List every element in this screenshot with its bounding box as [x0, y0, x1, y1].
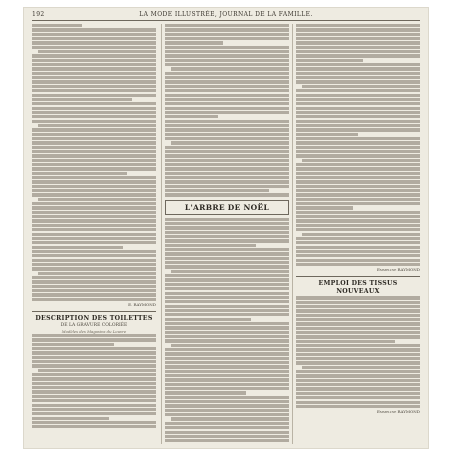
text-line: [296, 63, 420, 66]
section-subtitle: DE LA GRAVURE COLORIÉE: [60, 323, 128, 328]
text-line: [296, 340, 395, 343]
text-line: [296, 241, 420, 244]
text-line: [296, 296, 420, 299]
text-line: [296, 137, 420, 140]
text-line: [38, 198, 156, 201]
text-line: [296, 335, 420, 338]
text-line: [165, 167, 289, 170]
text-line: [165, 265, 289, 268]
text-line: [296, 370, 420, 373]
text-line: [165, 400, 289, 403]
text-line: [165, 24, 289, 27]
text-line: [32, 259, 156, 262]
text-line: [32, 115, 156, 118]
section-rule: [32, 311, 156, 312]
text-line: [165, 422, 289, 425]
text-line: [296, 150, 420, 153]
text-line: [296, 115, 420, 118]
text-line: [32, 163, 156, 166]
text-line: [165, 159, 289, 162]
text-line: [32, 137, 156, 140]
newspaper-page: [24, 8, 428, 448]
text-line: [165, 50, 289, 53]
text-line: [32, 76, 156, 79]
text-line: [296, 254, 420, 257]
text-line: [38, 124, 156, 127]
text-line: [32, 377, 156, 380]
text-line: [296, 172, 420, 175]
text-line: [165, 133, 289, 136]
text-line: [296, 59, 363, 62]
text-line: [165, 193, 289, 196]
article-text-block: [32, 24, 156, 301]
text-line: [32, 85, 156, 88]
text-line: [32, 98, 132, 101]
text-line: [32, 41, 156, 44]
text-line: [165, 404, 289, 407]
text-line: [296, 98, 420, 101]
text-line: [165, 439, 289, 442]
text-line: [32, 233, 156, 236]
text-line: [32, 347, 156, 350]
text-line: [32, 399, 156, 402]
text-line: [171, 67, 289, 70]
text-line: [165, 387, 289, 390]
text-line: [165, 85, 289, 88]
text-line: [171, 344, 289, 347]
section-heading-box: [165, 200, 289, 215]
article-text-block: [296, 296, 420, 408]
text-line: [165, 154, 289, 157]
text-line: [302, 85, 420, 88]
text-line: [32, 276, 156, 279]
text-line: [165, 278, 289, 281]
text-line: [165, 115, 218, 118]
text-line: [165, 59, 289, 62]
text-line: [165, 33, 289, 36]
text-line: [165, 391, 246, 394]
text-line: [296, 24, 420, 27]
text-line: [32, 111, 156, 114]
text-line: [32, 267, 156, 270]
text-line: [38, 369, 156, 372]
text-line: [296, 76, 420, 79]
text-line: [32, 334, 156, 337]
text-line: [32, 211, 156, 214]
text-line: [32, 395, 156, 398]
text-line: [165, 80, 289, 83]
column-divider: [292, 24, 293, 444]
article-text-block: [32, 334, 156, 428]
text-line: [165, 37, 289, 40]
text-line: [296, 94, 420, 97]
text-line: [32, 128, 156, 131]
text-line: [165, 252, 289, 255]
section-rule: [296, 276, 420, 277]
text-line: [32, 172, 127, 175]
text-line: [165, 111, 289, 114]
text-line: [32, 133, 156, 136]
text-line: [32, 107, 156, 110]
text-line: [296, 211, 420, 214]
text-line: [32, 80, 156, 83]
text-line: [32, 224, 156, 227]
text-line: [32, 298, 156, 301]
text-line: [165, 365, 289, 368]
text-line: [32, 206, 156, 209]
text-line: [165, 231, 289, 234]
text-line: [165, 287, 289, 290]
section-note: Modèles des Magasins du Louvre: [61, 329, 127, 334]
text-line: [296, 331, 420, 334]
text-line: [38, 272, 156, 275]
text-line: [32, 159, 156, 162]
text-line: [302, 366, 420, 369]
text-line: [165, 176, 289, 179]
text-line: [296, 202, 420, 205]
text-line: [165, 28, 289, 31]
text-line: [296, 28, 420, 31]
text-line: [296, 128, 420, 131]
text-line: [165, 383, 289, 386]
text-line: [165, 352, 289, 355]
article-text-block: [165, 218, 289, 443]
text-line: [32, 263, 156, 266]
text-line: [296, 383, 420, 386]
text-line: [165, 309, 289, 312]
text-line: [296, 46, 420, 49]
text-line: [165, 89, 289, 92]
text-line: [296, 327, 420, 330]
article-signature: E. RAYMOND: [128, 302, 156, 307]
text-line: [32, 215, 156, 218]
text-line: [296, 215, 420, 218]
column-1: [32, 24, 156, 430]
text-line: [32, 386, 156, 389]
text-line: [296, 167, 420, 170]
text-line: [296, 146, 420, 149]
text-line: [165, 313, 289, 316]
text-line: [296, 141, 420, 144]
text-line: [32, 351, 156, 354]
text-line: [296, 305, 420, 308]
text-line: [32, 180, 156, 183]
text-line: [165, 374, 289, 377]
text-line: [171, 270, 289, 273]
text-line: [296, 33, 420, 36]
text-line: [296, 89, 420, 92]
text-line: [165, 292, 289, 295]
text-line: [302, 233, 420, 236]
text-line: [296, 219, 420, 222]
text-line: [165, 98, 289, 101]
text-line: [296, 396, 420, 399]
text-line: [32, 404, 156, 407]
text-line: [296, 176, 420, 179]
text-line: [296, 401, 420, 404]
text-line: [32, 343, 114, 346]
text-line: [296, 348, 420, 351]
text-line: [32, 120, 156, 123]
text-line: [165, 222, 289, 225]
text-line: [32, 289, 156, 292]
text-line: [32, 202, 156, 205]
text-line: [165, 396, 289, 399]
text-line: [296, 54, 420, 57]
text-line: [296, 198, 420, 201]
header-rule: [32, 20, 420, 21]
text-line: [296, 206, 353, 209]
text-line: [32, 167, 156, 170]
text-line: [296, 322, 420, 325]
text-line: [32, 28, 156, 31]
page-number: 192: [32, 11, 45, 18]
text-line: [296, 124, 420, 127]
text-line: [165, 124, 289, 127]
text-line: [165, 300, 289, 303]
text-line: [296, 237, 420, 240]
section-title: EMPLOI DES TISSUS NOUVEAUX: [318, 280, 398, 296]
text-line: [296, 163, 420, 166]
text-line: [32, 280, 156, 283]
text-line: [296, 259, 420, 262]
text-line: [32, 59, 156, 62]
text-line: [32, 185, 156, 188]
text-line: [165, 218, 289, 221]
text-line: [165, 361, 289, 364]
text-line: [296, 309, 420, 312]
text-line: [296, 50, 420, 53]
text-line: [165, 426, 289, 429]
text-line: [296, 80, 420, 83]
text-line: [165, 107, 289, 110]
text-line: [38, 50, 156, 53]
text-line: [165, 413, 289, 416]
text-line: [165, 322, 289, 325]
text-line: [32, 146, 156, 149]
text-line: [296, 246, 420, 249]
text-line: [165, 409, 289, 412]
text-line: [32, 94, 156, 97]
text-line: [165, 46, 289, 49]
text-line: [165, 378, 289, 381]
text-line: [296, 120, 420, 123]
text-line: [32, 241, 156, 244]
text-line: [165, 326, 289, 329]
text-line: [165, 370, 289, 373]
text-line: [32, 285, 156, 288]
text-line: [171, 417, 289, 420]
text-line: [296, 314, 420, 317]
text-line: [165, 318, 251, 321]
text-line: [296, 189, 420, 192]
text-line: [296, 107, 420, 110]
text-line: [32, 89, 156, 92]
text-line: [32, 193, 156, 196]
text-line: [165, 235, 289, 238]
text-line: [165, 180, 289, 183]
text-line: [165, 185, 289, 188]
text-line: [165, 283, 289, 286]
text-line: [165, 257, 289, 260]
text-line: [296, 111, 420, 114]
text-line: [296, 228, 420, 231]
text-line: [32, 154, 156, 157]
text-line: [32, 373, 156, 376]
text-line: [165, 137, 289, 140]
text-line: [296, 301, 420, 304]
text-line: [296, 318, 420, 321]
text-line: [165, 435, 289, 438]
text-line: [296, 374, 420, 377]
text-line: [32, 46, 156, 49]
text-line: [32, 24, 82, 27]
text-line: [32, 63, 156, 66]
text-line: [32, 364, 156, 367]
text-line: [32, 219, 156, 222]
text-line: [165, 335, 289, 338]
text-line: [165, 150, 289, 153]
text-line: [296, 353, 420, 356]
text-line: [165, 348, 289, 351]
text-line: [296, 250, 420, 253]
text-line: [296, 392, 420, 395]
text-line: [165, 102, 289, 105]
text-line: [32, 150, 156, 153]
article-signature: Emmeline RAYMOND: [377, 409, 420, 415]
column-3: [296, 24, 420, 415]
text-line: [165, 189, 269, 192]
text-line: [165, 331, 289, 334]
text-line: [32, 67, 156, 70]
text-line: [296, 405, 420, 408]
text-line: [165, 226, 289, 229]
text-line: [165, 244, 256, 247]
text-line: [296, 344, 420, 347]
text-line: [296, 357, 420, 360]
text-line: [165, 431, 289, 434]
text-line: [32, 246, 123, 249]
text-line: [32, 390, 156, 393]
section-title: DESCRIPTION DES TOILETTES: [35, 315, 153, 322]
text-line: [296, 379, 420, 382]
text-line: [165, 305, 289, 308]
text-line: [296, 193, 420, 196]
text-line: [296, 263, 420, 266]
text-line: [32, 417, 109, 420]
text-line: [165, 296, 289, 299]
text-line: [32, 338, 156, 341]
section-title: L'ARBRE DE NOËL: [184, 202, 270, 212]
text-line: [296, 133, 358, 136]
text-line: [32, 102, 156, 105]
text-line: [32, 237, 156, 240]
text-line: [165, 41, 223, 44]
text-line: [296, 361, 420, 364]
text-line: [165, 128, 289, 131]
text-line: [165, 63, 289, 66]
text-line: [165, 239, 289, 242]
text-line: [32, 54, 156, 57]
text-line: [32, 382, 156, 385]
column-divider: [161, 24, 162, 444]
text-line: [165, 146, 289, 149]
text-line: [32, 72, 156, 75]
text-line: [302, 159, 420, 162]
text-line: [32, 250, 156, 253]
text-line: [32, 360, 156, 363]
text-line: [165, 172, 289, 175]
text-line: [32, 176, 156, 179]
text-line: [165, 261, 289, 264]
text-line: [32, 33, 156, 36]
text-line: [296, 41, 420, 44]
text-line: [296, 102, 420, 105]
text-line: [32, 189, 156, 192]
text-line: [32, 141, 156, 144]
text-line: [165, 248, 289, 251]
text-line: [165, 54, 289, 57]
text-line: [296, 180, 420, 183]
column-2: [165, 24, 289, 444]
text-line: [165, 94, 289, 97]
text-line: [32, 412, 156, 415]
text-line: [296, 37, 420, 40]
text-line: [296, 72, 420, 75]
text-line: [165, 274, 289, 277]
text-line: [32, 408, 156, 411]
publication-title: LA MODE ILLUSTRÉE, JOURNAL DE LA FAMILLE.: [139, 11, 313, 18]
text-line: [32, 356, 156, 359]
text-line: [32, 254, 156, 257]
article-signature: Emmeline RAYMOND: [377, 267, 420, 273]
text-line: [165, 72, 289, 75]
text-line: [171, 141, 289, 144]
text-line: [165, 163, 289, 166]
text-line: [165, 357, 289, 360]
text-line: [296, 387, 420, 390]
text-line: [296, 67, 420, 70]
article-text-block: [296, 24, 420, 266]
text-line: [296, 224, 420, 227]
article-text-block: [165, 24, 289, 197]
text-line: [32, 421, 156, 424]
text-line: [165, 76, 289, 79]
text-line: [32, 293, 156, 296]
text-line: [32, 228, 156, 231]
text-line: [165, 120, 289, 123]
text-line: [32, 425, 156, 428]
text-line: [296, 185, 420, 188]
text-line: [165, 339, 289, 342]
text-line: [32, 37, 156, 40]
text-line: [296, 154, 420, 157]
